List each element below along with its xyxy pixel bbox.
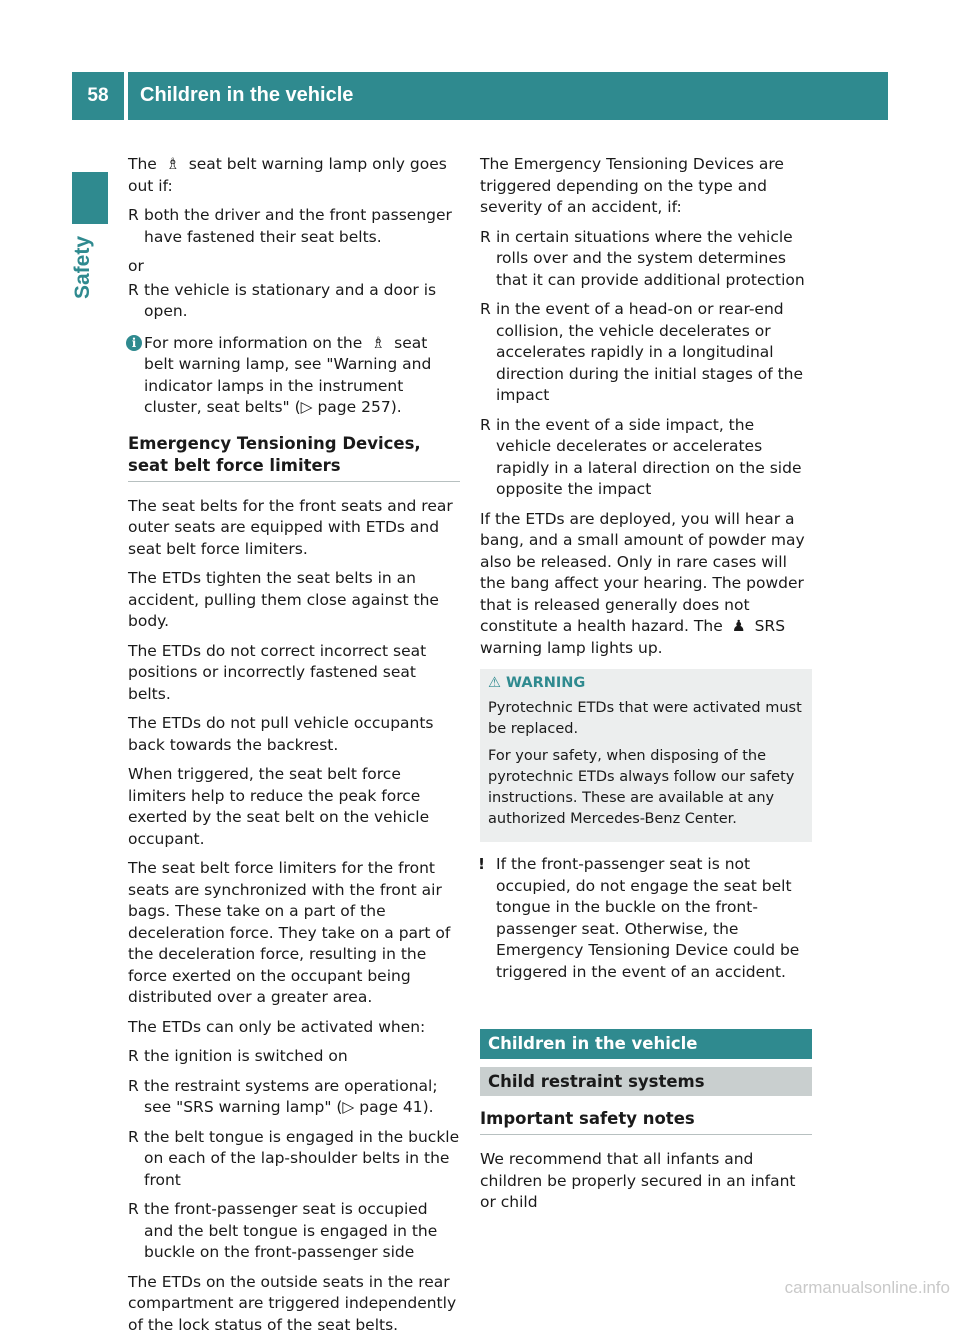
bullet-marker-icon: R: [128, 280, 139, 299]
page-header-title: Children in the vehicle: [128, 72, 888, 120]
list-item: R the restraint systems are operational; see "SRS warning lamp" (▷ page 41).: [128, 1076, 438, 1116]
caution-note: ! If the front-passenger seat is not occupied, do not engage the seat belt tongue in the buckle on the front-passenger seat. Otherwise, the Emergency Tensioning Device could be triggered in the event of an accident.: [478, 855, 800, 981]
side-tab-marker: [72, 172, 108, 224]
bullet-marker-icon: R: [128, 206, 139, 224]
warning-text: For your safety, when disposing of the pyrotechnic ETDs always follow our safety instructions. These are available at any authorized Mercedes-Benz Center.: [488, 748, 795, 827]
list-item: R the ignition is switched on: [128, 1046, 460, 1068]
or-text: or: [128, 257, 144, 275]
section-title-bar: Children in the vehicle: [480, 1029, 812, 1059]
paragraph: The ETDs can only be activated when:: [128, 1017, 426, 1036]
list-item: R the belt tongue is engaged in the buckle on each of the lap-shoulder belts in the front: [128, 1127, 460, 1189]
paragraph: The seat belts for the front seats and rear outer seats are equipped with ETDs and seat belt force limiters.: [128, 496, 453, 558]
bullet-marker-icon: R: [480, 227, 491, 246]
seatbelt-lamp-paragraph: The ♗ seat belt warning lamp only goes out if:: [128, 155, 447, 195]
page-number: 58: [72, 72, 124, 120]
list-item: R in the event of a head-on or rear-end collision, the vehicle decelerates or accelerates rapidly in a longitudinal direction during the initial stages of the impact: [480, 300, 804, 404]
warning-text: Pyrotechnic ETDs that were activated must be replaced.: [488, 700, 802, 737]
bullet-marker-icon: R: [128, 1076, 139, 1095]
list-item: R the front-passenger seat is occupied and the belt tongue is engaged in the buckle on the front-passenger side: [128, 1200, 438, 1261]
list-item: R in the event of a side impact, the vehicle decelerates or accelerates rapidly in a lateral direction on the side opposite the impact: [480, 415, 802, 498]
exclamation-icon: !: [478, 855, 486, 873]
list-item: R both the driver and the front passenger have fastened their seat belts.: [128, 206, 452, 246]
bullet-marker-icon: R: [480, 415, 491, 434]
subsection-title-bar: Child restraint systems: [480, 1067, 812, 1097]
paragraph: The ETDs tighten the seat belts in an accident, pulling them close against the body.: [128, 569, 439, 630]
watermark: carmanualsonline.info: [784, 1277, 950, 1297]
deployment-paragraph: If the ETDs are deployed, you will hear a bang, and a small amount of powder may also be released. Only in rare cases will the bang affect your hearing. The powder that is released generally does not constitute a health hazard. The ♟ SRS warning lamp lights up.: [480, 509, 805, 657]
list-item: R the vehicle is stationary and a door is open.: [128, 280, 437, 320]
warning-title: ⚠ WARNING: [488, 673, 804, 694]
paragraph: The ETDs on the outside seats in the rear compartment are triggered independently of the lock status of the seat belts.: [128, 1272, 457, 1334]
bullet-marker-icon: R: [480, 300, 491, 318]
list-item: R in certain situations where the vehicle rolls over and the system determines that it can provide additional protection: [480, 227, 805, 289]
left-column: [128, 154, 460, 1344]
bullet-marker-icon: R: [128, 1200, 139, 1218]
subheading: Important safety notes: [480, 1108, 812, 1135]
info-note: i For more information on the ♗ seat belt warning lamp, see "Warning and indicator lamps in the instrument cluster, seat belts" (▷ page 257).: [128, 333, 460, 419]
paragraph: The ETDs do not pull vehicle occupants back towards the backrest.: [128, 714, 434, 754]
paragraph: The Emergency Tensioning Devices are triggered depending on the type and severity of an accident, if:: [480, 155, 784, 216]
paragraph: When triggered, the seat belt force limiters help to reduce the peak force exerted by the seat belt on the vehicle occupant.: [128, 765, 430, 848]
bullet-marker-icon: R: [128, 1047, 139, 1065]
srs-warning-icon: ♟: [731, 617, 746, 635]
info-icon: i: [126, 335, 142, 351]
warning-triangle-icon: ⚠: [488, 675, 501, 691]
right-column: [480, 154, 812, 1222]
paragraph: The ETDs do not correct incorrect seat positions or incorrectly fastened seat belts.: [128, 641, 427, 703]
side-tab-label: Safety: [71, 236, 94, 300]
section-heading: Emergency Tensioning Devices, seat belt force limiters: [128, 433, 460, 482]
paragraph: We recommend that all infants and children be properly secured in an infant or child: [480, 1150, 796, 1211]
paragraph: The seat belt force limiters for the front seats are synchronized with the front air bags. These take on a part of the deceleration force. They take on a part of the deceleration force, resulting in the force exerted on the occupant being distributed over a greater area.: [128, 859, 451, 1006]
seatbelt-warning-icon: ♗: [165, 155, 180, 173]
bullet-marker-icon: R: [128, 1127, 139, 1146]
seatbelt-warning-icon: ♗: [371, 333, 386, 352]
warning-box: [480, 669, 812, 842]
